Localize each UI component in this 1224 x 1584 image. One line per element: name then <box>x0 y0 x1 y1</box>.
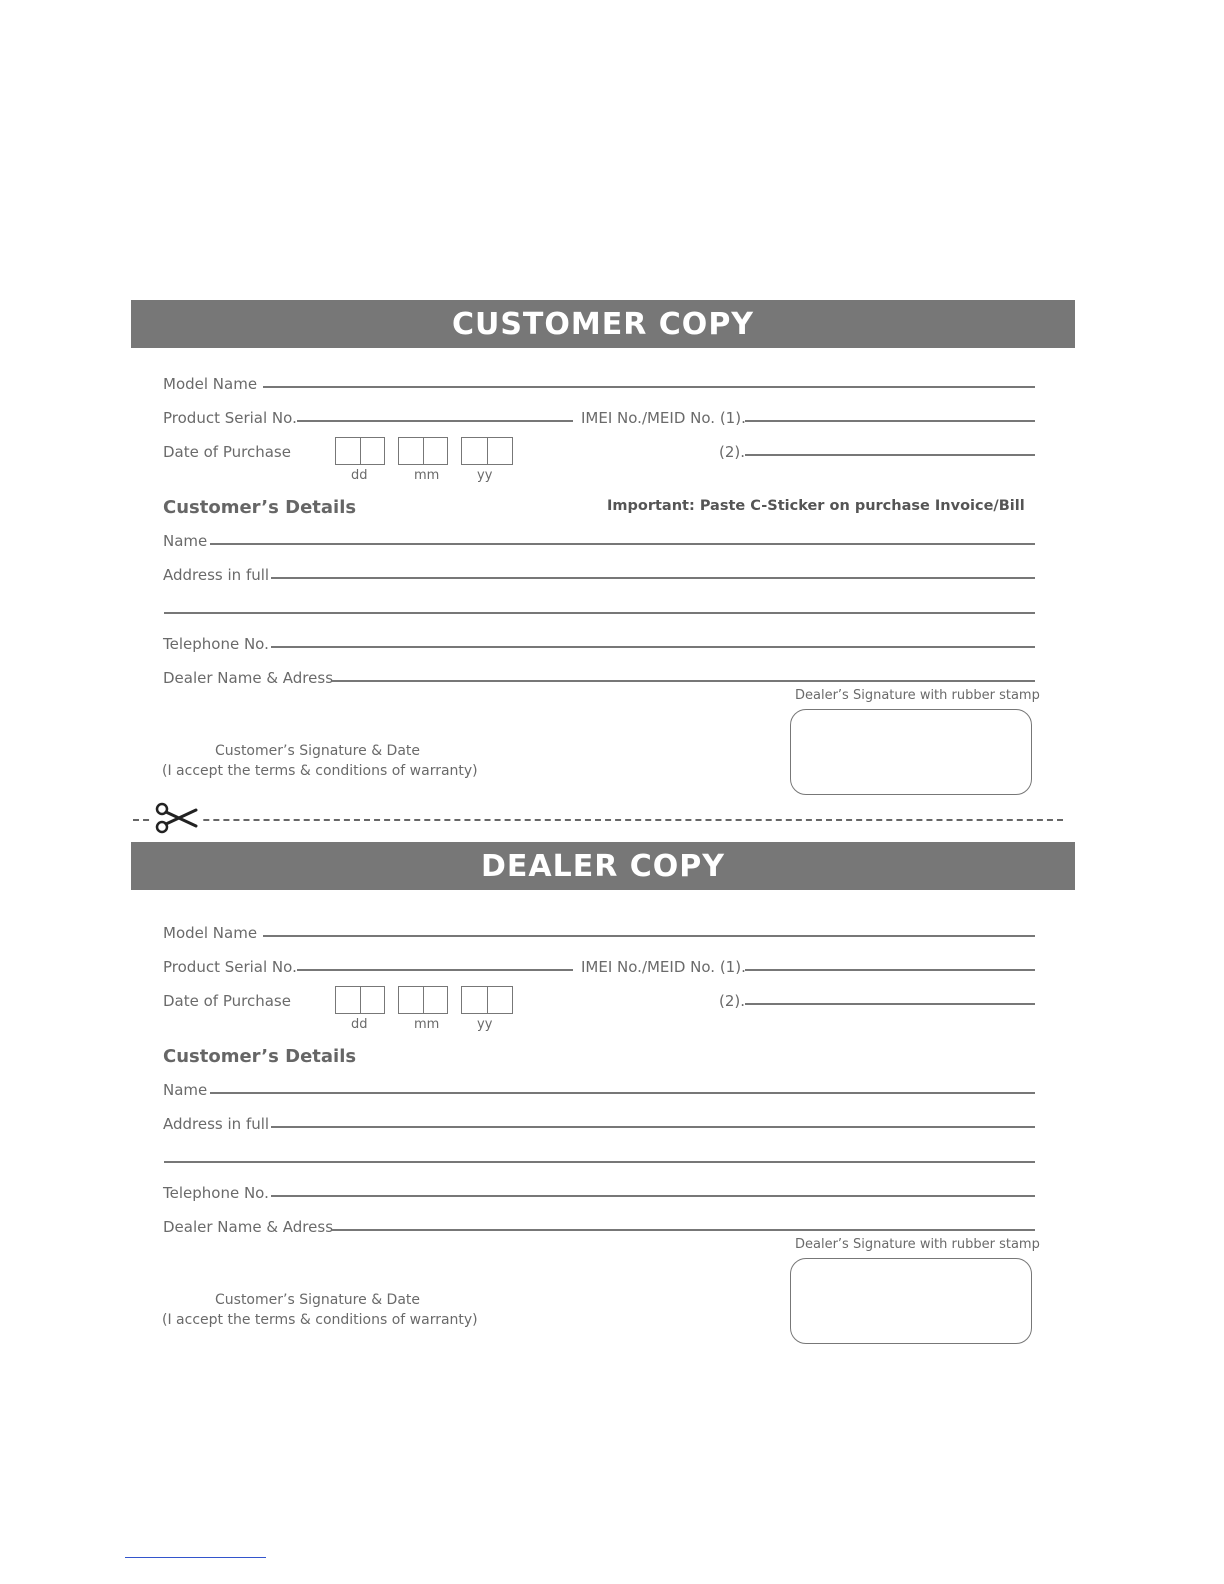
scissors-icon <box>152 800 202 836</box>
name-field[interactable] <box>210 1092 1035 1094</box>
dealer-stamp-box[interactable] <box>790 1258 1032 1344</box>
model-name-field[interactable] <box>263 935 1035 937</box>
month-input-boxes[interactable] <box>398 437 448 465</box>
model-name-field[interactable] <box>263 386 1035 388</box>
imei-2-label: (2). <box>719 992 746 1010</box>
name-label: Name <box>163 532 208 550</box>
dd-label: dd <box>351 1017 368 1032</box>
dealer-name-field[interactable] <box>332 1229 1035 1231</box>
imei-1-label: IMEI No./MEID No. (1). <box>581 409 746 427</box>
date-of-purchase-label: Date of Purchase <box>163 443 291 461</box>
mm-label: mm <box>414 468 440 483</box>
address-field[interactable] <box>271 1126 1035 1128</box>
imei-1-field[interactable] <box>745 969 1035 971</box>
dealer-stamp-box[interactable] <box>790 709 1032 795</box>
customer-copy-banner: CUSTOMER COPY <box>131 300 1075 348</box>
imei-2-label: (2). <box>719 443 746 461</box>
dealer-copy-banner: DEALER COPY <box>131 842 1075 890</box>
name-label: Name <box>163 1081 208 1099</box>
dealer-signature-label: Dealer’s Signature with rubber stamp <box>795 1237 1040 1252</box>
dd-label: dd <box>351 468 368 483</box>
dealer-name-field[interactable] <box>332 680 1035 682</box>
customer-signature-label: Customer’s Signature & Date <box>215 743 421 759</box>
dealer-name-label: Dealer Name & Adress <box>163 1218 334 1236</box>
customer-details-heading: Customer’s Details <box>163 1046 357 1067</box>
serial-no-label: Product Serial No. <box>163 958 297 976</box>
imei-2-field[interactable] <box>745 454 1035 456</box>
model-name-label: Model Name <box>163 375 258 393</box>
telephone-label: Telephone No. <box>163 635 269 653</box>
footer-rule <box>125 1557 266 1558</box>
year-input-boxes[interactable] <box>461 986 513 1014</box>
dealer-signature-label: Dealer’s Signature with rubber stamp <box>795 688 1040 703</box>
telephone-label: Telephone No. <box>163 1184 269 1202</box>
serial-no-field[interactable] <box>297 420 573 422</box>
imei-1-field[interactable] <box>745 420 1035 422</box>
mm-label: mm <box>414 1017 440 1032</box>
name-field[interactable] <box>210 543 1035 545</box>
customer-signature-label: Customer’s Signature & Date <box>215 1292 421 1308</box>
warranty-terms-label: (I accept the terms & conditions of warranty) <box>162 1312 478 1328</box>
cut-line <box>133 819 1063 821</box>
imei-2-field[interactable] <box>745 1003 1035 1005</box>
model-name-label: Model Name <box>163 924 258 942</box>
month-input-boxes[interactable] <box>398 986 448 1014</box>
telephone-field[interactable] <box>271 1195 1035 1197</box>
address-field-line-2[interactable] <box>164 612 1035 614</box>
imei-1-label: IMEI No./MEID No. (1). <box>581 958 746 976</box>
address-field-line-2[interactable] <box>164 1161 1035 1163</box>
warranty-terms-label: (I accept the terms & conditions of warranty) <box>162 763 478 779</box>
serial-no-field[interactable] <box>297 969 573 971</box>
important-notice: Important: Paste C-Sticker on purchase Invoice/Bill <box>607 498 1025 514</box>
day-input-boxes[interactable] <box>335 986 385 1014</box>
serial-no-label: Product Serial No. <box>163 409 297 427</box>
customer-details-heading: Customer’s Details <box>163 497 357 518</box>
yy-label: yy <box>477 468 493 483</box>
telephone-field[interactable] <box>271 646 1035 648</box>
dealer-name-label: Dealer Name & Adress <box>163 669 334 687</box>
yy-label: yy <box>477 1017 493 1032</box>
address-label: Address in full <box>163 1115 270 1133</box>
date-of-purchase-label: Date of Purchase <box>163 992 291 1010</box>
address-field[interactable] <box>271 577 1035 579</box>
address-label: Address in full <box>163 566 270 584</box>
year-input-boxes[interactable] <box>461 437 513 465</box>
day-input-boxes[interactable] <box>335 437 385 465</box>
